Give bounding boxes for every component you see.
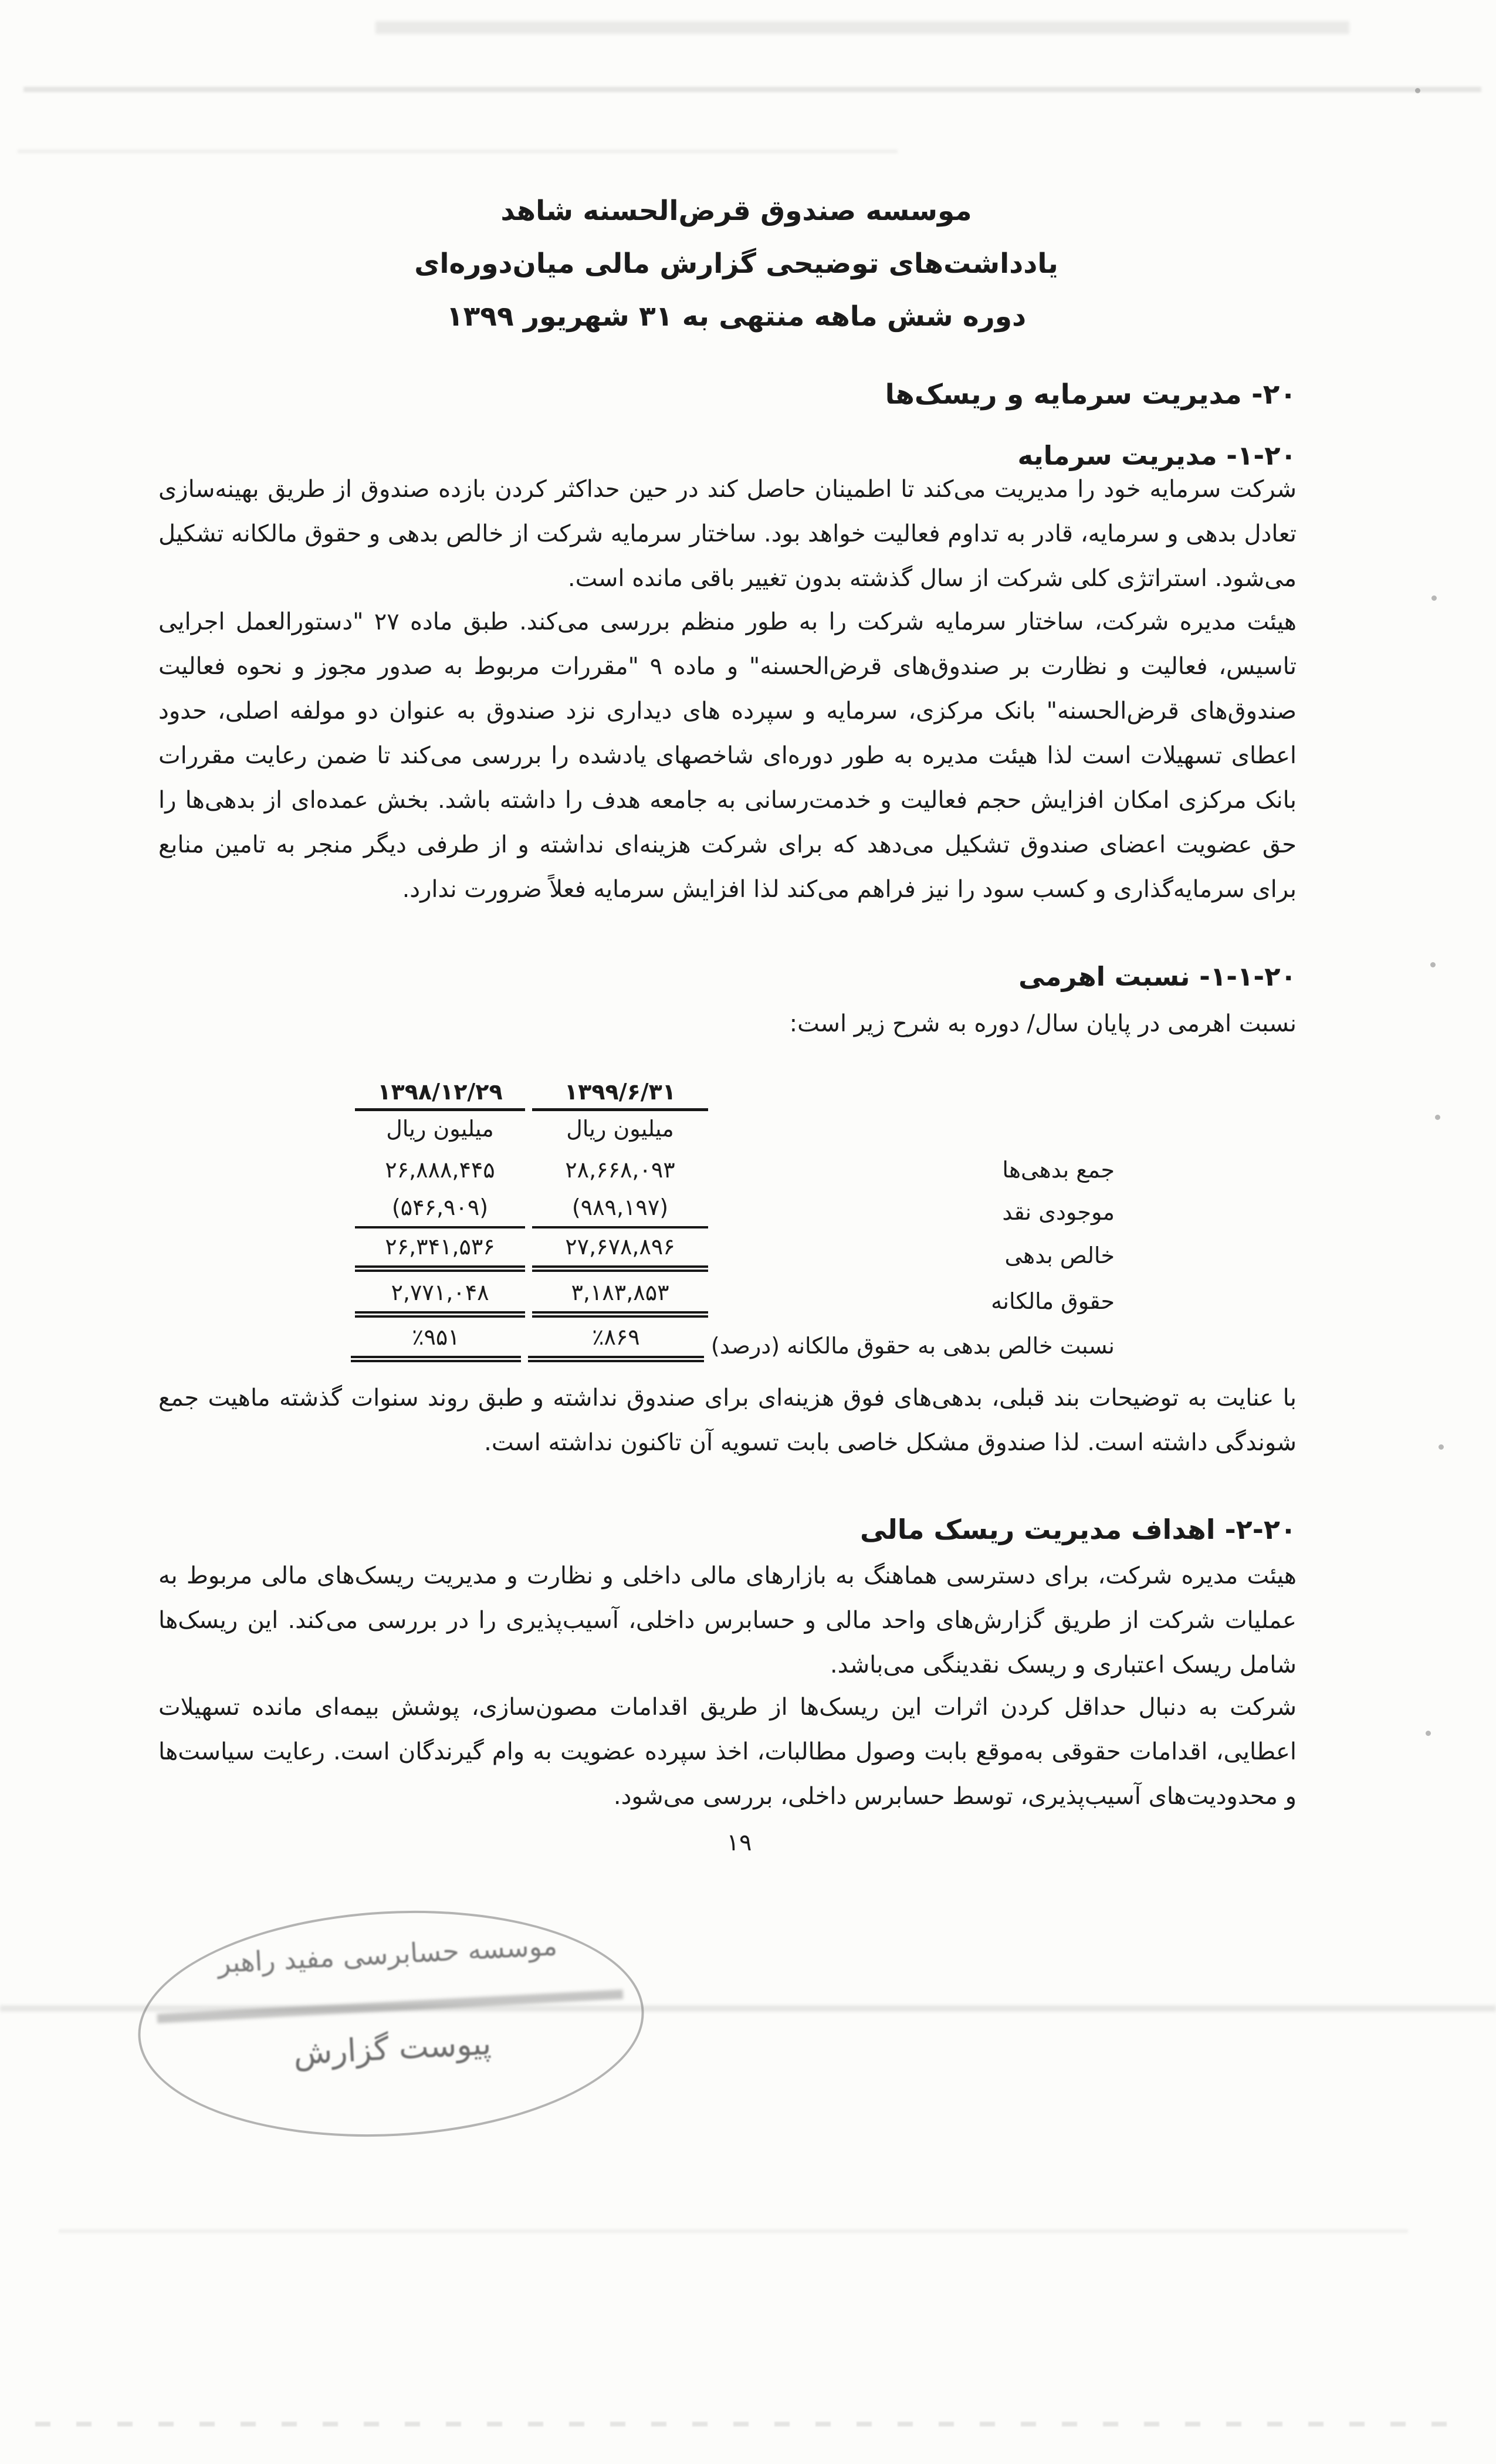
table-row <box>355 1320 1115 1362</box>
value-net-debt-current: ۲۷,۶۷۸,۸۹۶ <box>532 1234 708 1272</box>
row-label-cash: موجودی نقد <box>1002 1199 1115 1225</box>
section-20-heading: ۲۰- مدیریت سرمایه و ریسک‌ها <box>885 378 1297 411</box>
stamp-smudge <box>157 1989 624 2023</box>
section-20-2-paragraph-2: شرکت به دنبال حداقل کردن اثرات این ریسک‌ها از طریق اقدامات مصون‌سازی، پوشش بیمه‌ای مانده تسهیلات اعطایی، اقدامات حقوقی به‌موقع بابت وصول مطالبات، اخذ سپرده عضویت به وام گیرندگان است. رعایت سیاست‌ها و محدودیت‌های آسیب‌پذیری، توسط حسابرس داخلی، بررسی می‌شود. <box>158 1694 1297 1810</box>
row-label-total-liabilities: جمع بدهی‌ها <box>1002 1157 1115 1183</box>
row-label-equity: حقوق مالکانه <box>991 1288 1115 1314</box>
value-equity-current: ۳,۱۸۳,۸۵۳ <box>532 1280 708 1318</box>
unit-label-prior: میلیون ریال <box>386 1116 494 1142</box>
value-equity-prior: ۲,۷۷۱,۰۴۸ <box>355 1280 525 1318</box>
section-20-1-heading: ۱-۲۰- مدیریت سرمایه <box>1017 440 1297 471</box>
scan-streak-top-1 <box>375 21 1349 34</box>
value-ratio-current: ٪۸۶۹ <box>528 1324 704 1362</box>
scan-streak-top-3 <box>18 150 898 153</box>
table-header-spacer <box>715 1108 1115 1111</box>
table-header-row <box>355 1072 1115 1111</box>
company-name: موسسه صندوق قرض‌الحسنه شاهد <box>500 195 972 227</box>
stamp-institute-name: موسسه حسابرسی مفید راهبر <box>216 1930 559 1979</box>
leverage-ratio-intro: نسبت اهرمی در پایان سال/ دوره به شرح زیر است: <box>789 1010 1297 1037</box>
column-header-current-date: ۱۳۹۹/۶/۳۱ <box>532 1079 708 1111</box>
table-unit-row <box>355 1111 1115 1145</box>
leverage-ratio-table <box>355 1072 1115 1362</box>
value-cash-prior: (۵۴۶,۹۰۹) <box>355 1194 525 1228</box>
leverage-ratio-note: با عنایت به توضیحات بند قبلی، بدهی‌های فوق هزینه‌ای برای صندوق نداشته و طبق روند سنوات گذشته ماهیت جمع شوندگی داشته است. لذا صندوق مشکل خاصی بابت تسویه آن تاکنون نداشته است. <box>158 1385 1297 1456</box>
section-20-2-heading: ۲-۲۰- اهداف مدیریت ریسک مالی <box>859 1514 1297 1545</box>
value-total-liabilities-current: ۲۸,۶۶۸,۰۹۳ <box>565 1157 675 1183</box>
row-label-net-debt-to-equity-ratio: نسبت خالص بدهی به حقوق مالکانه (درصد) <box>710 1333 1115 1359</box>
report-title-block <box>176 185 1297 343</box>
scan-speck-2 <box>1431 595 1437 601</box>
unit-label-current: میلیون ریال <box>566 1116 674 1142</box>
table-row <box>355 1274 1115 1318</box>
section-20-1-paragraph-1: شرکت سرمایه خود را مدیریت می‌کند تا اطمینان حاصل کند در حین حداکثر کردن بازده صندوق از طریق بهینه‌سازی تعادل بدهی و سرمایه، قادر به تداوم فعالیت خواهد بود. ساختار سرمایه شرکت از خالص بدهی و حقوق مالکانه تشکیل می‌شود. استراتژی کلی شرکت از سال گذشته بدون تغییر باقی مانده است. <box>158 476 1297 592</box>
section-20-2-paragraph-1: هیئت مدیره شرکت، برای دسترسی هماهنگ به بازارهای مالی داخلی و نظارت و مدیریت ریسک‌های مالی مربوط به عملیات شرکت از طریق گزارش‌های واحد مالی و حسابرس داخلی، آسیب‌پذیری را در بررسی می‌کند. این ریسک‌ها شامل ریسک اعتباری و ریسک نقدینگی می‌باشد. <box>158 1562 1297 1678</box>
table-row <box>355 1231 1115 1272</box>
value-cash-current: (۹۸۹,۱۹۷) <box>532 1194 708 1228</box>
value-net-debt-prior: ۲۶,۳۴۱,۵۳۶ <box>355 1234 525 1272</box>
scan-speck-5 <box>1439 1444 1444 1450</box>
audit-stamp <box>133 1898 650 2150</box>
unit-row-spacer <box>715 1142 1115 1145</box>
scan-streak-top-2 <box>23 87 1481 92</box>
scan-streak-bottom-1 <box>59 2229 1408 2233</box>
section-20-1-paragraph-2: هیئت مدیره شرکت، ساختار سرمایه شرکت را به طور منظم بررسی می‌کند. طبق ماده ۲۷ "دستورالعمل اجرایی تاسیس، فعالیت و نظارت بر صندوق‌های قرض‌الحسنه" و ماده ۹ "مقررات مربوط به صدور مجوز و نحوه فعالیت صندوق‌های قرض‌الحسنه" بانک مرکزی، سرمایه و سپرده های دیداری نزد صندوق به عنوان دو مولفه اصلی، حدود اعطای تسهیلات است لذا هیئت مدیره به طور دوره‌ای شاخصهای یادشده را بررسی می‌کند تا ضمن رعایت مقررات بانک مرکزی امکان افزایش حجم فعالیت و خدمت‌رسانی به جامعه هدف را داشته باشد. بخش عمده‌ای از بدهی‌ها را حق عضویت اعضای صندوق تشکیل می‌دهد که برای شرکت هزینه‌ای نداشته و از طرفی دیگر منجر به تامین منابع برای سرمایه‌گذاری و کسب سود را نیز فراهم می‌کند لذا افزایش سرمایه فعلاً ضرورت ندارد. <box>158 608 1297 903</box>
section-20-1-1-heading: ۱-۱-۲۰- نسبت اهرمی <box>1018 961 1297 992</box>
row-label-net-debt: خالص بدهی <box>1004 1243 1115 1268</box>
table-row <box>355 1149 1115 1186</box>
report-title: یادداشت‌های توضیحی گزارش مالی میان‌دوره‌ای <box>414 248 1058 280</box>
stamp-report-attachment-label: پیوست گزارش <box>292 2025 492 2072</box>
scan-speck-4 <box>1435 1115 1440 1120</box>
scan-speck-6 <box>1426 1731 1431 1736</box>
value-ratio-prior: ٪۹۵۱ <box>351 1324 521 1362</box>
scan-speck-1 <box>1415 88 1420 93</box>
value-total-liabilities-prior: ۲۶,۸۸۸,۴۴۵ <box>385 1157 495 1183</box>
scan-speck-3 <box>1430 962 1436 967</box>
page-number: ۱۹ <box>726 1829 752 1856</box>
report-period: دوره شش ماهه منتهی به ۳۱ شهریور ۱۳۹۹ <box>446 300 1027 333</box>
table-row <box>355 1189 1115 1228</box>
scan-streak-bottom-2 <box>35 2422 1461 2426</box>
column-header-prior-date: ۱۳۹۸/۱۲/۲۹ <box>355 1079 525 1111</box>
